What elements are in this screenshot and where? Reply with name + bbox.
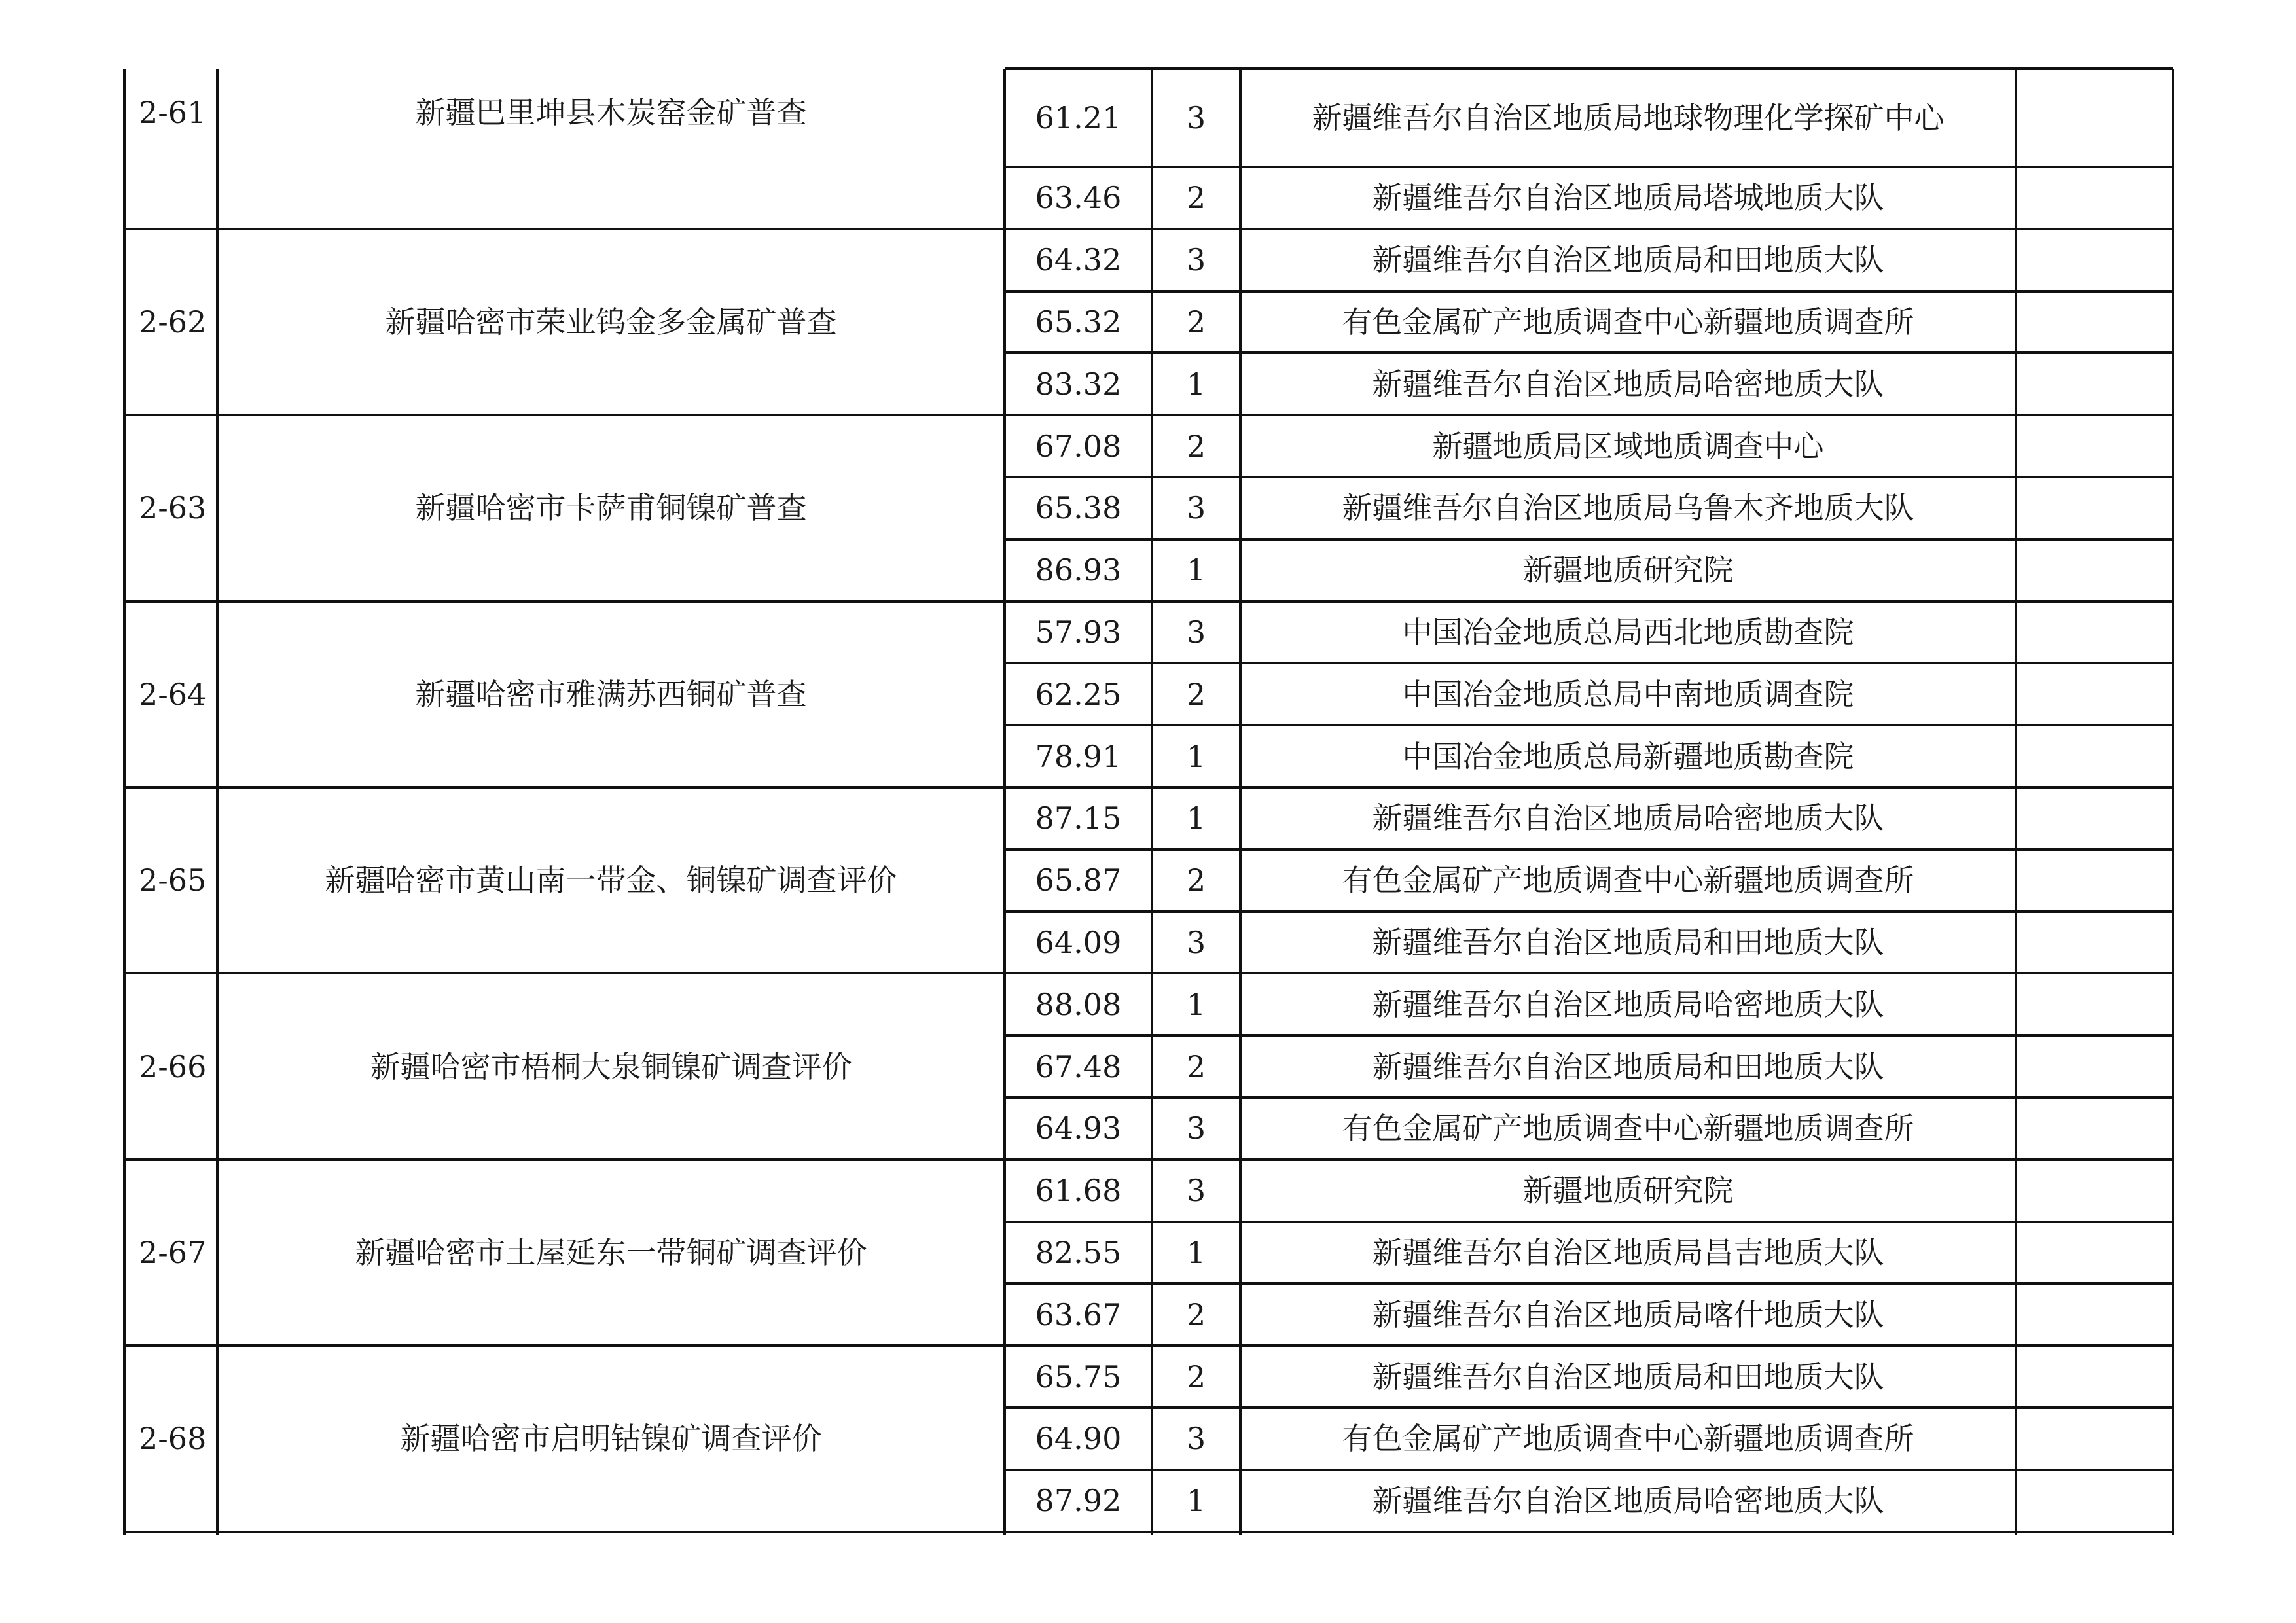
group-border (124, 1158, 2174, 1161)
note-cell (2016, 973, 2173, 1035)
unit-cell: 新疆地质研究院 (1522, 1173, 1734, 1209)
project-name: 新疆哈密市荣业钨金多金属矿普查 (385, 304, 837, 340)
row-border (1005, 724, 2173, 726)
row-border (1005, 1221, 2173, 1223)
rank-cell: 2 (1186, 1296, 1206, 1332)
group-id: 2-67 (139, 1234, 207, 1270)
rank-cell: 3 (1186, 100, 1206, 135)
unit-cell: 新疆维吾尔自治区地质局哈密地质大队 (1372, 800, 1884, 836)
rank-cell: 3 (1186, 490, 1206, 526)
column-border (1151, 69, 1153, 1535)
project-name: 新疆哈密市卡萨甫铜镍矿普查 (415, 490, 807, 526)
unit-cell: 新疆地质局区域地质调查中心 (1432, 428, 1824, 464)
group-border (124, 414, 2174, 416)
unit-cell: 中国冶金地质总局中南地质调查院 (1402, 676, 1854, 712)
note-cell (2016, 787, 2173, 849)
score-cell: 67.48 (1035, 1048, 1122, 1084)
score-cell: 63.67 (1035, 1296, 1122, 1332)
rank-cell: 3 (1186, 1421, 1206, 1457)
note-cell (2016, 663, 2173, 725)
note-cell (2016, 849, 2173, 912)
group-border (124, 228, 2174, 230)
note-cell (2016, 167, 2173, 229)
column-border (2172, 69, 2174, 1535)
rank-cell: 1 (1186, 986, 1206, 1022)
unit-cell: 中国冶金地质总局新疆地质勘查院 (1402, 738, 1854, 774)
column-border (216, 69, 219, 1535)
project-name: 新疆哈密市黄山南一带金、铜镍矿调查评价 (325, 863, 897, 899)
score-cell: 65.38 (1035, 490, 1122, 526)
group-id: 2-64 (139, 676, 207, 712)
row-border (1005, 1096, 2173, 1099)
note-cell (2016, 1470, 2173, 1532)
score-cell: 78.91 (1035, 738, 1122, 774)
group-id: 2-61 (139, 95, 207, 130)
score-cell: 87.92 (1035, 1483, 1122, 1519)
group-id: 2-63 (139, 490, 207, 526)
row-border (1005, 662, 2173, 664)
unit-cell: 有色金属矿产地质调查中心新疆地质调查所 (1342, 304, 1914, 340)
rank-cell: 2 (1186, 428, 1206, 464)
unit-cell: 新疆维吾尔自治区地质局哈密地质大队 (1372, 366, 1884, 402)
project-name: 新疆巴里坤县木炭窑金矿普查 (415, 95, 807, 130)
column-border (1239, 69, 1242, 1535)
note-cell (2016, 1097, 2173, 1160)
note-cell (2016, 229, 2173, 291)
group-id: 2-68 (139, 1421, 207, 1457)
rank-cell: 1 (1186, 800, 1206, 836)
score-cell: 65.87 (1035, 863, 1122, 899)
score-cell: 67.08 (1035, 428, 1122, 464)
project-name: 新疆哈密市土屋延东一带铜矿调查评价 (355, 1234, 867, 1270)
score-cell: 82.55 (1035, 1234, 1122, 1270)
row-border (1005, 1469, 2173, 1471)
unit-cell: 新疆维吾尔自治区地质局和田地质大队 (1372, 924, 1884, 960)
row-border (1005, 1406, 2173, 1409)
score-cell: 87.15 (1035, 800, 1122, 836)
row-border (1005, 910, 2173, 913)
score-cell: 88.08 (1035, 986, 1122, 1022)
rank-cell: 1 (1186, 552, 1206, 588)
score-cell: 64.93 (1035, 1111, 1122, 1147)
score-cell: 64.90 (1035, 1421, 1122, 1457)
note-cell (2016, 1035, 2173, 1097)
note-cell (2016, 1283, 2173, 1346)
rank-cell: 3 (1186, 242, 1206, 278)
note-cell (2016, 601, 2173, 664)
project-name: 新疆哈密市启明钴镍矿调查评价 (400, 1421, 822, 1457)
score-cell: 64.09 (1035, 924, 1122, 960)
rank-cell: 1 (1186, 1483, 1206, 1519)
group-border (124, 1344, 2174, 1347)
unit-cell: 新疆维吾尔自治区地质局和田地质大队 (1372, 242, 1884, 278)
note-cell (2016, 1408, 2173, 1470)
unit-cell: 新疆维吾尔自治区地质局喀什地质大队 (1372, 1296, 1884, 1332)
rank-cell: 2 (1186, 676, 1206, 712)
rank-cell: 3 (1186, 1173, 1206, 1209)
project-name: 新疆哈密市雅满苏西铜矿普查 (415, 676, 807, 712)
group-id: 2-65 (139, 863, 207, 899)
rank-cell: 3 (1186, 614, 1206, 650)
rank-cell: 1 (1186, 1234, 1206, 1270)
row-border (1005, 476, 2173, 478)
score-cell: 83.32 (1035, 366, 1122, 402)
row-border (1005, 848, 2173, 851)
note-cell (2016, 725, 2173, 787)
unit-cell: 新疆地质研究院 (1522, 552, 1734, 588)
note-cell (2016, 415, 2173, 477)
score-cell: 61.68 (1035, 1173, 1122, 1209)
unit-cell: 新疆维吾尔自治区地质局和田地质大队 (1372, 1359, 1884, 1395)
rank-cell: 3 (1186, 1111, 1206, 1147)
row-border (1005, 1282, 2173, 1285)
note-cell (2016, 477, 2173, 539)
note-cell (2016, 539, 2173, 601)
unit-cell: 有色金属矿产地质调查中心新疆地质调查所 (1342, 1111, 1914, 1147)
note-cell (2016, 353, 2173, 415)
score-cell: 64.32 (1035, 242, 1122, 278)
row-border (1005, 1034, 2173, 1037)
score-cell: 65.75 (1035, 1359, 1122, 1395)
note-cell (2016, 912, 2173, 974)
unit-cell: 新疆维吾尔自治区地质局塔城地质大队 (1372, 180, 1884, 216)
rank-cell: 2 (1186, 863, 1206, 899)
column-border (1003, 69, 1006, 1535)
rank-cell: 2 (1186, 1359, 1206, 1395)
unit-cell: 新疆维吾尔自治区地质局和田地质大队 (1372, 1048, 1884, 1084)
row-border (1005, 538, 2173, 541)
rank-cell: 2 (1186, 304, 1206, 340)
rank-cell: 2 (1186, 180, 1206, 216)
rank-cell: 3 (1186, 924, 1206, 960)
score-cell: 62.25 (1035, 676, 1122, 712)
unit-cell: 新疆维吾尔自治区地质局哈密地质大队 (1372, 1483, 1884, 1519)
group-border (124, 786, 2174, 789)
score-cell: 86.93 (1035, 552, 1122, 588)
row-border (1005, 166, 2173, 168)
unit-cell: 有色金属矿产地质调查中心新疆地质调查所 (1342, 1421, 1914, 1457)
unit-cell: 新疆维吾尔自治区地质局昌吉地质大队 (1372, 1234, 1884, 1270)
score-cell: 61.21 (1035, 100, 1122, 135)
column-border (2015, 69, 2017, 1535)
score-cell: 65.32 (1035, 304, 1122, 340)
group-border (124, 1531, 2174, 1533)
project-name: 新疆哈密市梧桐大泉铜镍矿调查评价 (370, 1048, 852, 1084)
note-cell (2016, 1222, 2173, 1284)
column-border (123, 69, 126, 1535)
rank-cell: 1 (1186, 738, 1206, 774)
unit-cell: 新疆维吾尔自治区地质局乌鲁木齐地质大队 (1342, 490, 1914, 526)
note-cell (2016, 1346, 2173, 1408)
note-cell (2016, 291, 2173, 353)
row-border (1005, 351, 2173, 354)
unit-cell: 新疆维吾尔自治区地质局地球物理化学探矿中心 (1312, 100, 1945, 135)
rank-cell: 2 (1186, 1048, 1206, 1084)
note-cell (2016, 1160, 2173, 1222)
group-border (124, 972, 2174, 974)
unit-cell: 中国冶金地质总局西北地质勘查院 (1402, 614, 1854, 650)
note-cell (2016, 69, 2173, 167)
top-border (1005, 67, 2173, 70)
unit-cell: 有色金属矿产地质调查中心新疆地质调查所 (1342, 863, 1914, 899)
group-id: 2-66 (139, 1048, 207, 1084)
group-id: 2-62 (139, 304, 207, 340)
score-cell: 57.93 (1035, 614, 1122, 650)
score-cell: 63.46 (1035, 180, 1122, 216)
unit-cell: 新疆维吾尔自治区地质局哈密地质大队 (1372, 986, 1884, 1022)
rank-cell: 1 (1186, 366, 1206, 402)
group-border (124, 600, 2174, 603)
row-border (1005, 290, 2173, 293)
